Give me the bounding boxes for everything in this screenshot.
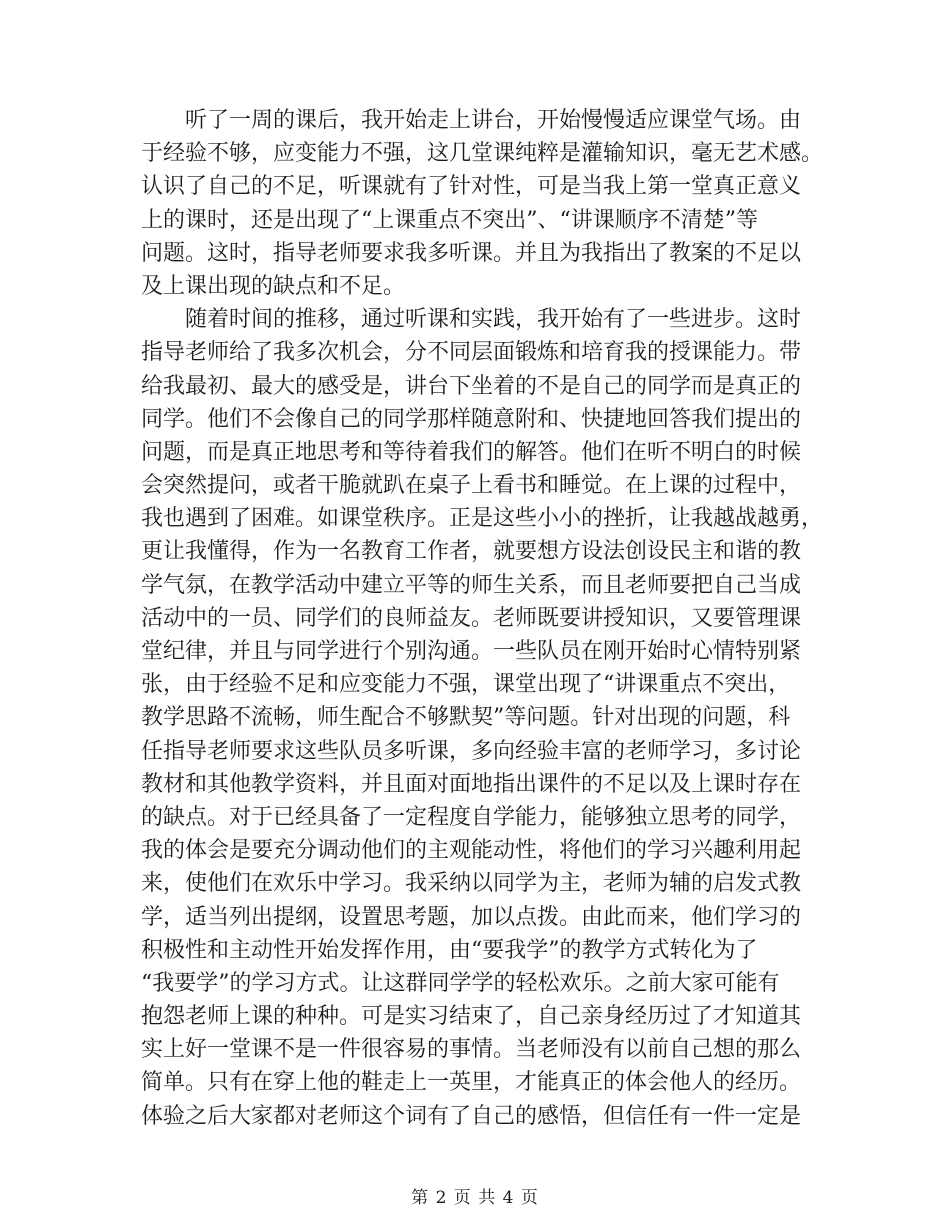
paragraph-2-line-14: 任指导老师要求这些队员多听课，多向经验丰富的老师学习，多讨论: [141, 738, 802, 764]
paragraph-2-line-6: 会突然提问，或者干脆就趴在桌子上看书和睡觉。在上课的过程中，: [141, 473, 802, 499]
paragraph-2-line-12: 张，由于经验不足和应变能力不强，课堂出现了“讲课重点不突出，: [141, 672, 791, 698]
paragraph-2-line-1: 随着时间的推移，通过听课和实践，我开始有了一些进步。这时: [185, 307, 802, 333]
paragraph-1-line-3: 认识了自己的不足，听课就有了针对性，可是当我上第一堂真正意义: [141, 174, 802, 200]
paragraph-2-line-16: 的缺点。对于已经具备了一定程度自学能力，能够独立思考的同学，: [141, 804, 802, 830]
paragraph-2-line-18: 来，使他们在欢乐中学习。我采纳以同学为主，老师为辅的启发式教: [141, 871, 802, 897]
paragraph-2-line-13: 教学思路不流畅，师生配合不够默契”等问题。针对出现的问题，科: [141, 705, 791, 731]
paragraph-2-line-8: 更让我懂得，作为一名教育工作者，就要想方设法创设民主和谐的教: [141, 539, 802, 565]
page-number-label: 第 2 页 共 4 页: [411, 1188, 539, 1208]
paragraph-1-line-2: 于经验不够，应变能力不强，这几堂课纯粹是灌输知识，毫无艺术感。: [141, 141, 824, 167]
page-footer: [0, 1183, 950, 1208]
body-text: [141, 104, 824, 1133]
paragraph-2-line-24: 简单。只有在穿上他的鞋走上一英里，才能真正的体会他人的经历。: [141, 1070, 802, 1096]
paragraph-2-line-10: 活动中的一员、同学们的良师益友。老师既要讲授知识，又要管理课: [141, 605, 802, 631]
paragraph-2-line-23: 实上好一堂课不是一件很容易的事情。当老师没有以前自己想的那么: [141, 1037, 802, 1063]
paragraph-2-line-25: 体验之后大家都对老师这个词有了自己的感悟，但信任有一件一定是: [141, 1103, 802, 1129]
paragraph-2-line-19: 学，适当列出提纲，设置思考题，加以点拨。由此而来，他们学习的: [141, 904, 802, 930]
paragraph-1-line-6: 及上课出现的缺点和不足。: [141, 273, 406, 299]
paragraph-2-line-7: 我也遇到了困难。如课堂秩序。正是这些小小的挫折，让我越战越勇，: [141, 506, 824, 532]
paragraph-2-line-2: 指导老师给了我多次机会，分不同层面锻炼和培育我的授课能力。带: [141, 340, 802, 366]
paragraph-2-line-5: 问题，而是真正地思考和等待着我们的解答。他们在听不明白的时候: [141, 439, 802, 465]
paragraph-2-line-15: 教材和其他教学资料，并且面对面地指出课件的不足以及上课时存在: [141, 771, 802, 797]
paragraph-2-line-4: 同学。他们不会像自己的同学那样随意附和、快捷地回答我们提出的: [141, 406, 802, 432]
paragraph-2-line-21: “我要学”的学习方式。让这群同学学的轻松欢乐。之前大家可能有: [141, 970, 780, 996]
paragraph-2-line-22: 抱怨老师上课的种种。可是实习结束了，自己亲身经历过了才知道其: [141, 1004, 802, 1030]
paragraph-2-line-20: 积极性和主动性开始发挥作用，由“要我学”的教学方式转化为了: [141, 937, 758, 963]
paragraph-1-line-1: 听了一周的课后，我开始走上讲台，开始慢慢适应课堂气场。由: [185, 108, 802, 133]
paragraph-2-line-17: 我的体会是要充分调动他们的主观能动性，将他们的学习兴趣利用起: [141, 838, 802, 864]
paragraph-1-line-4: 上的课时，还是出现了“上课重点不突出”、“讲课顺序不清楚”等: [141, 207, 758, 233]
paragraph-2-line-11: 堂纪律，并且与同学进行个别沟通。一些队员在刚开始时心情特别紧: [141, 639, 802, 664]
paragraph-2-line-3: 给我最初、最大的感受是，讲台下坐着的不是自己的同学而是真正的: [141, 373, 802, 399]
paragraph-1-line-5: 问题。这时，指导老师要求我多听课。并且为我指出了教案的不足以: [141, 240, 802, 266]
paragraph-2-line-9: 学气氛，在教学活动中建立平等的师生关系，而且老师要把自己当成: [141, 572, 802, 598]
